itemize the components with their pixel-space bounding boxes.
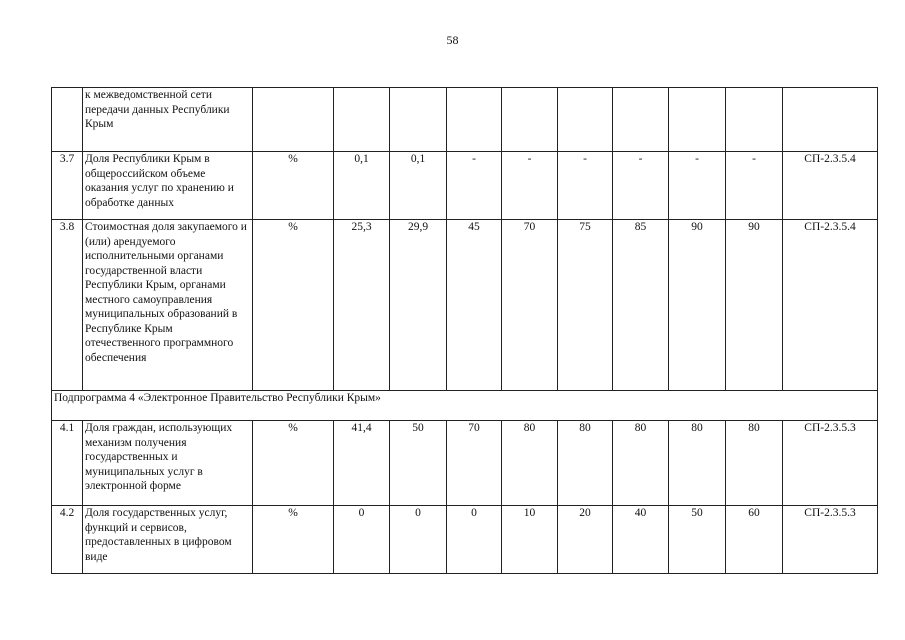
row-number: 4.2 (52, 506, 83, 574)
page-number: 58 (446, 33, 459, 47)
indicators-table (51, 87, 878, 574)
value-cell: 0 (334, 506, 390, 574)
value-cell (669, 88, 726, 152)
indicator-name: Доля Республики Крым в общероссийском объеме оказания услуг по хранению и обработке данных (83, 152, 253, 220)
table-row (52, 506, 878, 574)
indicator-name: к межведомственной сети передачи данных Республики Крым (83, 88, 253, 152)
indicator-name: Доля граждан, использующих механизм получения государственных и муниципальных услуг в электронной форме (83, 421, 253, 506)
unit-cell (253, 88, 334, 152)
value-cell: 0 (390, 506, 447, 574)
value-cell: 80 (669, 421, 726, 506)
code-cell: СП-2.3.5.3 (783, 421, 878, 506)
value-cell (726, 88, 783, 152)
value-cell: 0,1 (334, 152, 390, 220)
value-cell: 80 (502, 421, 558, 506)
value-cell: 50 (390, 421, 447, 506)
subprogram-title: Подпрограмма 4 «Электронное Правительство Республики Крым» (52, 391, 878, 421)
value-cell: 50 (669, 506, 726, 574)
value-cell (613, 88, 669, 152)
value-cell: 75 (558, 220, 613, 391)
value-cell: 85 (613, 220, 669, 391)
value-cell: 0,1 (390, 152, 447, 220)
value-cell: 20 (558, 506, 613, 574)
value-cell (447, 88, 502, 152)
value-cell: 90 (669, 220, 726, 391)
row-number (52, 88, 83, 152)
value-cell: - (669, 152, 726, 220)
row-number: 4.1 (52, 421, 83, 506)
value-cell: - (502, 152, 558, 220)
code-cell: СП-2.3.5.4 (783, 152, 878, 220)
value-cell: 70 (447, 421, 502, 506)
value-cell: 45 (447, 220, 502, 391)
table-row (52, 421, 878, 506)
value-cell (558, 88, 613, 152)
value-cell: 25,3 (334, 220, 390, 391)
value-cell: 29,9 (390, 220, 447, 391)
value-cell (334, 88, 390, 152)
value-cell: 80 (726, 421, 783, 506)
unit-cell: % (253, 220, 334, 391)
value-cell: 41,4 (334, 421, 390, 506)
value-cell: 90 (726, 220, 783, 391)
table-row (52, 152, 878, 220)
value-cell: 40 (613, 506, 669, 574)
value-cell: 10 (502, 506, 558, 574)
value-cell: 0 (447, 506, 502, 574)
section-row (52, 391, 878, 421)
value-cell (502, 88, 558, 152)
table-row (52, 220, 878, 391)
table-row (52, 88, 878, 152)
value-cell: - (613, 152, 669, 220)
value-cell: 60 (726, 506, 783, 574)
value-cell: - (726, 152, 783, 220)
value-cell (390, 88, 447, 152)
unit-cell: % (253, 506, 334, 574)
code-cell: СП-2.3.5.3 (783, 506, 878, 574)
indicator-name: Доля государственных услуг, функций и сервисов, предоставленных в цифровом виде (83, 506, 253, 574)
value-cell: - (447, 152, 502, 220)
value-cell: 70 (502, 220, 558, 391)
value-cell: - (558, 152, 613, 220)
unit-cell: % (253, 421, 334, 506)
unit-cell: % (253, 152, 334, 220)
code-cell (783, 88, 878, 152)
indicator-name: Стоимостная доля закупаемого и (или) арендуемого исполнительными органами государственной власти Республики Крым, органами местного самоуправления муниципальных образований в Республике Крым отечественного программного обеспечения (83, 220, 253, 391)
value-cell: 80 (613, 421, 669, 506)
row-number: 3.8 (52, 220, 83, 391)
code-cell: СП-2.3.5.4 (783, 220, 878, 391)
value-cell: 80 (558, 421, 613, 506)
row-number: 3.7 (52, 152, 83, 220)
